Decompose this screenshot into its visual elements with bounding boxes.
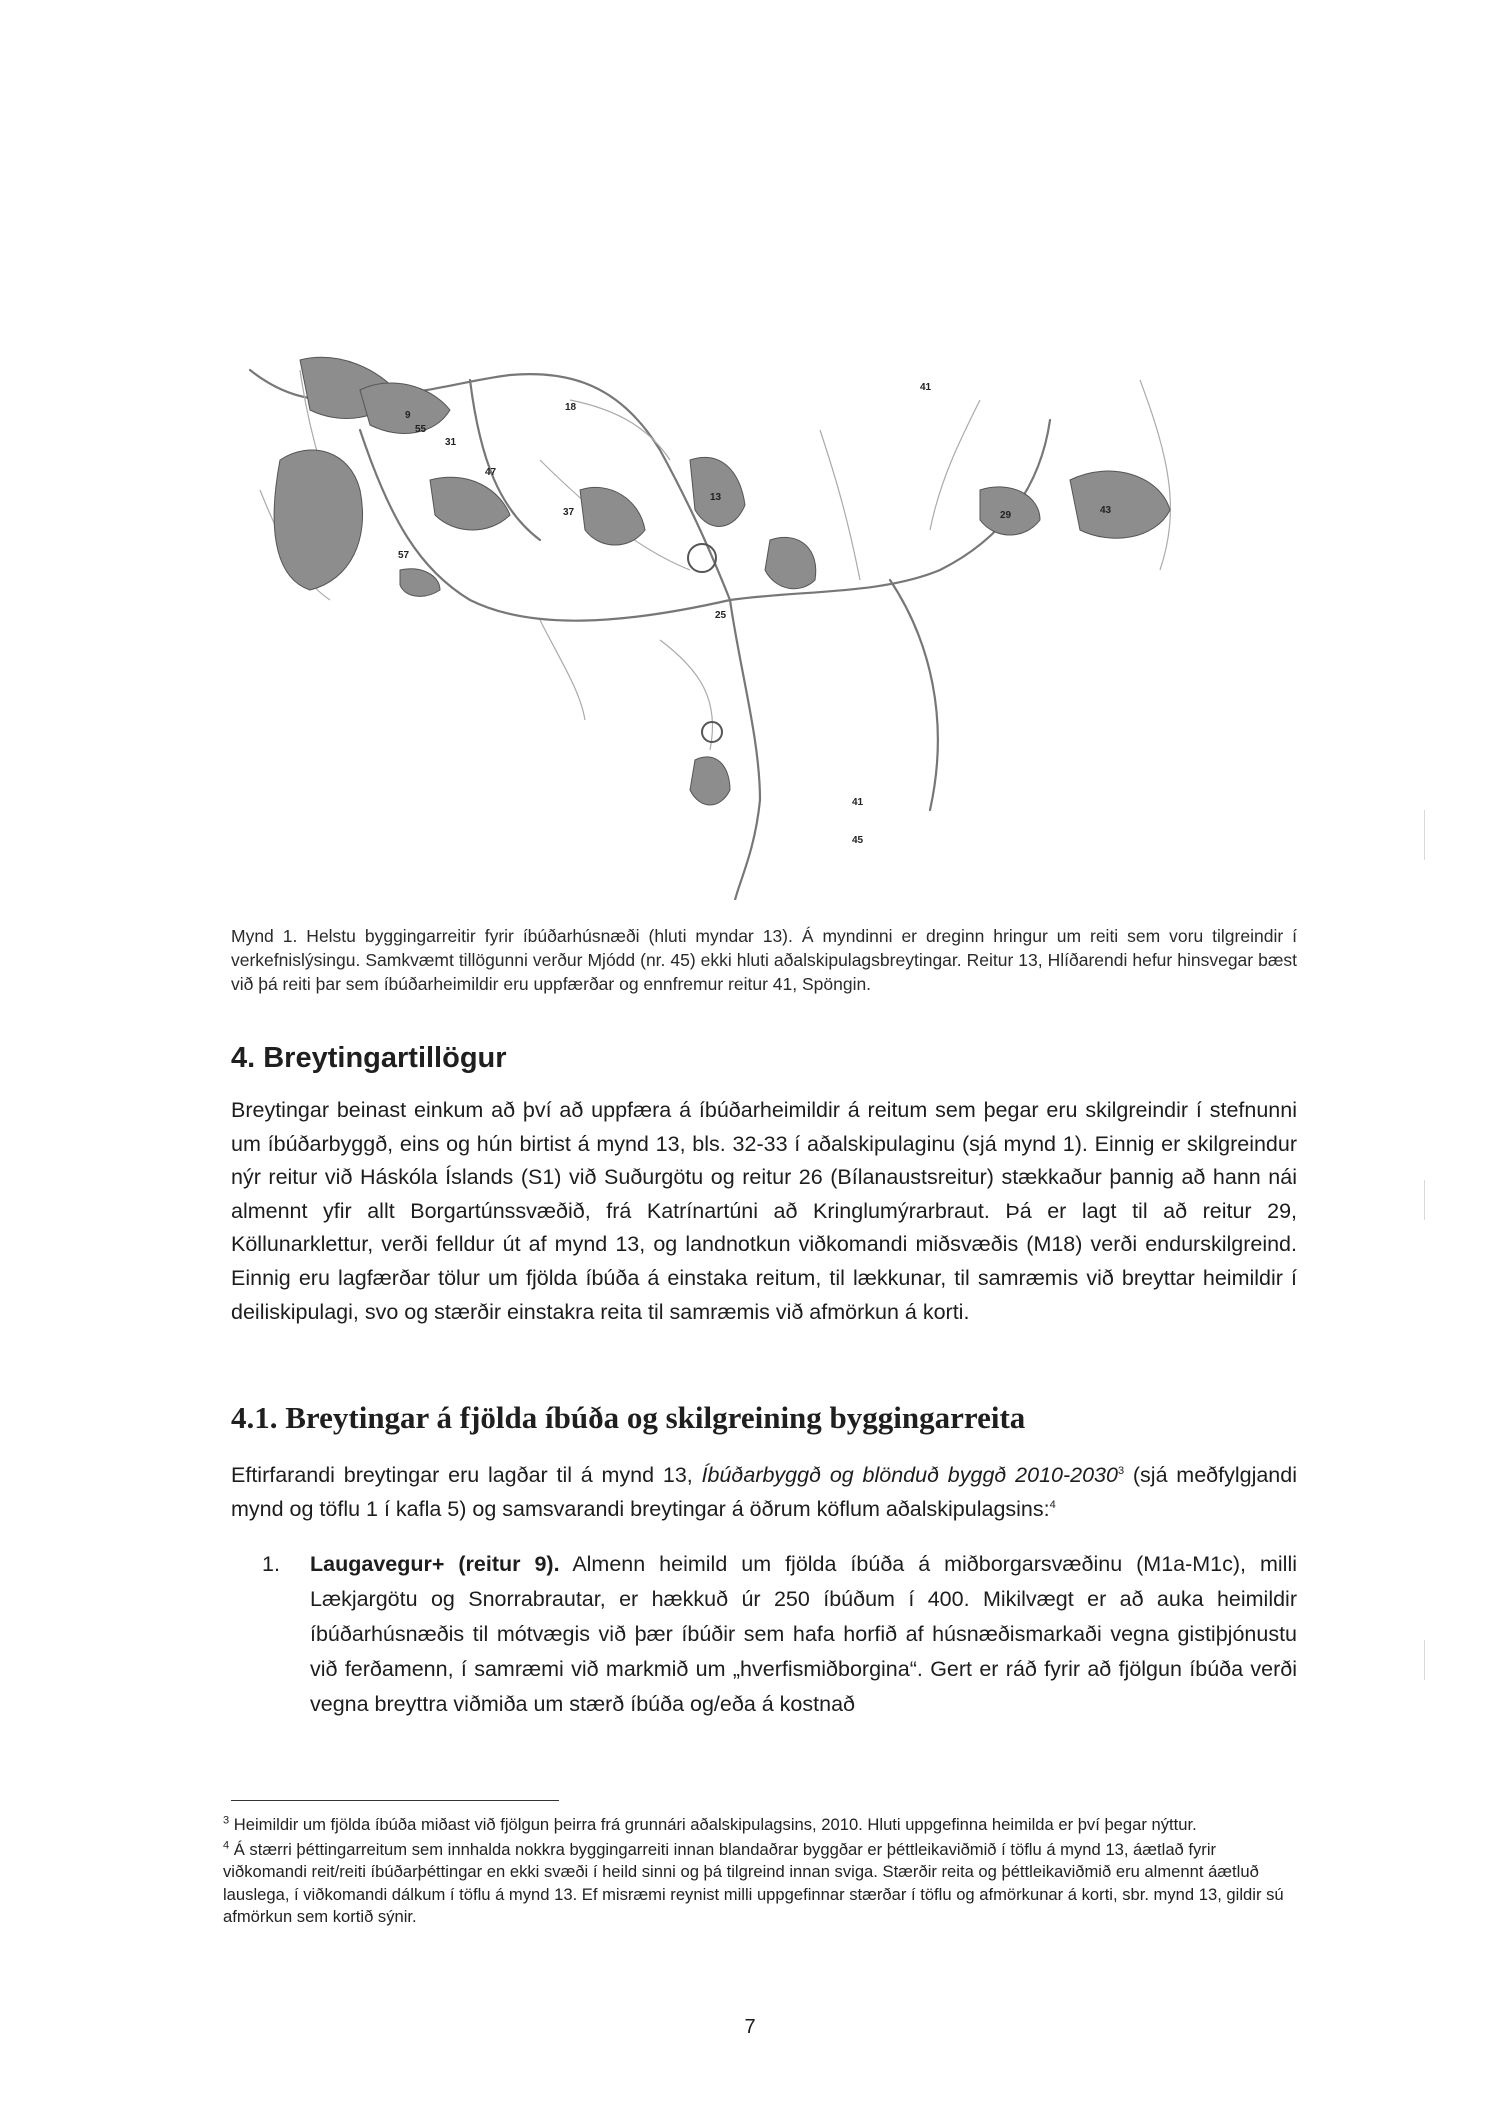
map-street [570, 400, 670, 460]
map-street [1140, 380, 1170, 570]
list-item [262, 1547, 1297, 1722]
map-label: 41 [852, 797, 864, 808]
list-item-text [310, 1547, 1297, 1722]
map-area [580, 487, 645, 545]
map-label: 57 [398, 550, 410, 561]
map-label: 31 [445, 437, 457, 448]
map-label: 29 [1000, 510, 1012, 521]
subsection-intro [231, 1458, 1297, 1526]
footnote-text: Heimildir um fjölda íbúða miðast við fjölgun þeirra frá grunnári aðalskipulagsins, 2010. Hluti uppgefinna heimilda er því þegar nýttur. [229, 1815, 1197, 1834]
intro-figure-title: Íbúðarbyggð og blönduð byggð 2010-2030 [701, 1463, 1118, 1487]
footnote-text: Á stærri þéttingarreitum sem innhalda nokkra byggingarreiti innan blandaðrar byggðar er þéttleikaviðmið í töflu á mynd 13, áætlað fyrir viðkomandi reit/reiti íbúðarþéttingar en ekki svæði í heild sinni og þá tilgreind innan sviga. Stærðir reita og þéttleikaviðmið eru almennt áætluð lauslega, í viðkomandi dálkum í töflu á mynd 13. Ef misræmi reynist milli uppgefinnar stærðar í töflu og afmörkunar á korti, sbr. mynd 13, gildir sú afmörkun sem kortið sýnir. [223, 1839, 1284, 1926]
footnote-ref: 4 [1049, 1498, 1056, 1511]
map-label: 43 [1100, 505, 1112, 516]
map-area [690, 757, 730, 805]
page-number: 7 [744, 2016, 756, 2038]
map-label: 13 [710, 492, 722, 503]
subsection-heading: 4.1. Breytingar á fjölda íbúða og skilgreining byggingarreita [231, 1400, 1026, 1435]
section-heading: 4. Breytingartillögur [231, 1042, 507, 1074]
map-area [430, 477, 510, 530]
scan-margin-mark [1424, 810, 1425, 860]
scan-margin-mark [1424, 1640, 1425, 1680]
figure-caption: Mynd 1. Helstu byggingarreitir fyrir íbúðarhúsnæði (hluti myndar 13). Á myndinni er dreginn hringur um reiti sem voru tilgreindir í verkefnislýsingu. Samkvæmt tillögunni verður Mjódd (nr. 45) ekki hluti aðalskipulagsbreytingar. Reitur 13, Hlíðarendi hefur hinsvegar bæst við þá reiti þar sem íbúðarheimildir eru uppfærðar og ennfremur reitur 41, Spöngin. [231, 925, 1297, 994]
map-street [540, 620, 585, 720]
map-label: 41 [920, 382, 932, 393]
map-label: 47 [485, 467, 497, 478]
intro-text: (sjá meðfylgjandi mynd og töflu 1 í kafla 5) og samsvarandi breytingar á öðrum köflum aðalskipulagsins: [231, 1463, 1297, 1521]
residential-sites-map [240, 340, 1240, 900]
list-item-number: 1. [262, 1552, 280, 1576]
map-label: 9 [405, 410, 411, 421]
footnote-ref: 3 [1117, 1464, 1125, 1477]
footnotes [223, 1814, 1303, 1929]
map-street [930, 400, 980, 530]
footnote-mark: 4 [223, 1838, 230, 1851]
map-label: 45 [852, 835, 864, 846]
section-paragraph: Breytingar beinast einkum að því að uppfæra á íbúðarheimildir á reitum sem þegar eru skilgreindir í stefnunni um íbúðarbyggð, eins og hún birtist á mynd 13, bls. 32-33 í aðalskipulaginu (sjá mynd 1). Einnig er skilgreindur nýr reitur við Háskóla Íslands (S1) við Suðurgötu og reitur 26 (Bílanaustsreitur) stækkaður þannig að hann nái almennt yfir allt Borgartúnssvæðið, frá Katrínartúni að Kringlumýrarbraut. Þá er lagt til að reitur 29, Köllunarklettur, verði felldur út af mynd 13, og landnotkun viðkomandi miðsvæðis (M18) verði endurskilgreind. Einnig eru lagfærðar tölur um fjölda íbúða á einstaka reitum, til lækkunar, til samræmis við breyttar heimildir í deiliskipulagi, svo og stærðir einstakra reita til samræmis við afmörkun á korti. [231, 1098, 1297, 1324]
map-area [274, 450, 362, 590]
map-label: 37 [563, 507, 575, 518]
map-street [660, 640, 713, 750]
list-item-body: Almenn heimild um fjölda íbúða á miðborgarsvæðinu (M1a-M1c), milli Lækjargötu og Snorrabrautar, er hækkuð úr 250 íbúðum í 400. Mikilvægt er að auka heimildir íbúðarhúsnæðis til mótvægis við þær íbúðir sem hafa horfið af húsnæðismarkaði vegna gistiþjónustu við ferðamenn, í samræmi við markmið um „hverfismiðborgina“. Gert er ráð fyrir að fjölgun íbúða verði vegna breyttra viðmiða um stærð íbúða og/eða á kostnað [310, 1552, 1297, 1716]
intro-text: Eftirfarandi breytingar eru lagðar til á mynd 13, [231, 1463, 702, 1487]
map-label: 25 [715, 610, 727, 621]
map-area [1070, 471, 1170, 538]
map-label: 18 [565, 402, 577, 413]
map-area [360, 383, 450, 433]
footnote-mark: 3 [223, 1814, 230, 1827]
list-item-heading: Laugavegur+ (reitur 9). [310, 1552, 560, 1576]
map-area [765, 537, 816, 588]
footnote [223, 1814, 1303, 1837]
map-street [820, 430, 860, 580]
footnote [223, 1839, 1303, 1929]
footnote-separator [231, 1800, 559, 1801]
map-road [730, 600, 760, 900]
map-road [890, 580, 938, 810]
changes-list [262, 1547, 1297, 1722]
scan-margin-mark [1424, 1180, 1425, 1220]
map-label: 55 [415, 424, 427, 435]
